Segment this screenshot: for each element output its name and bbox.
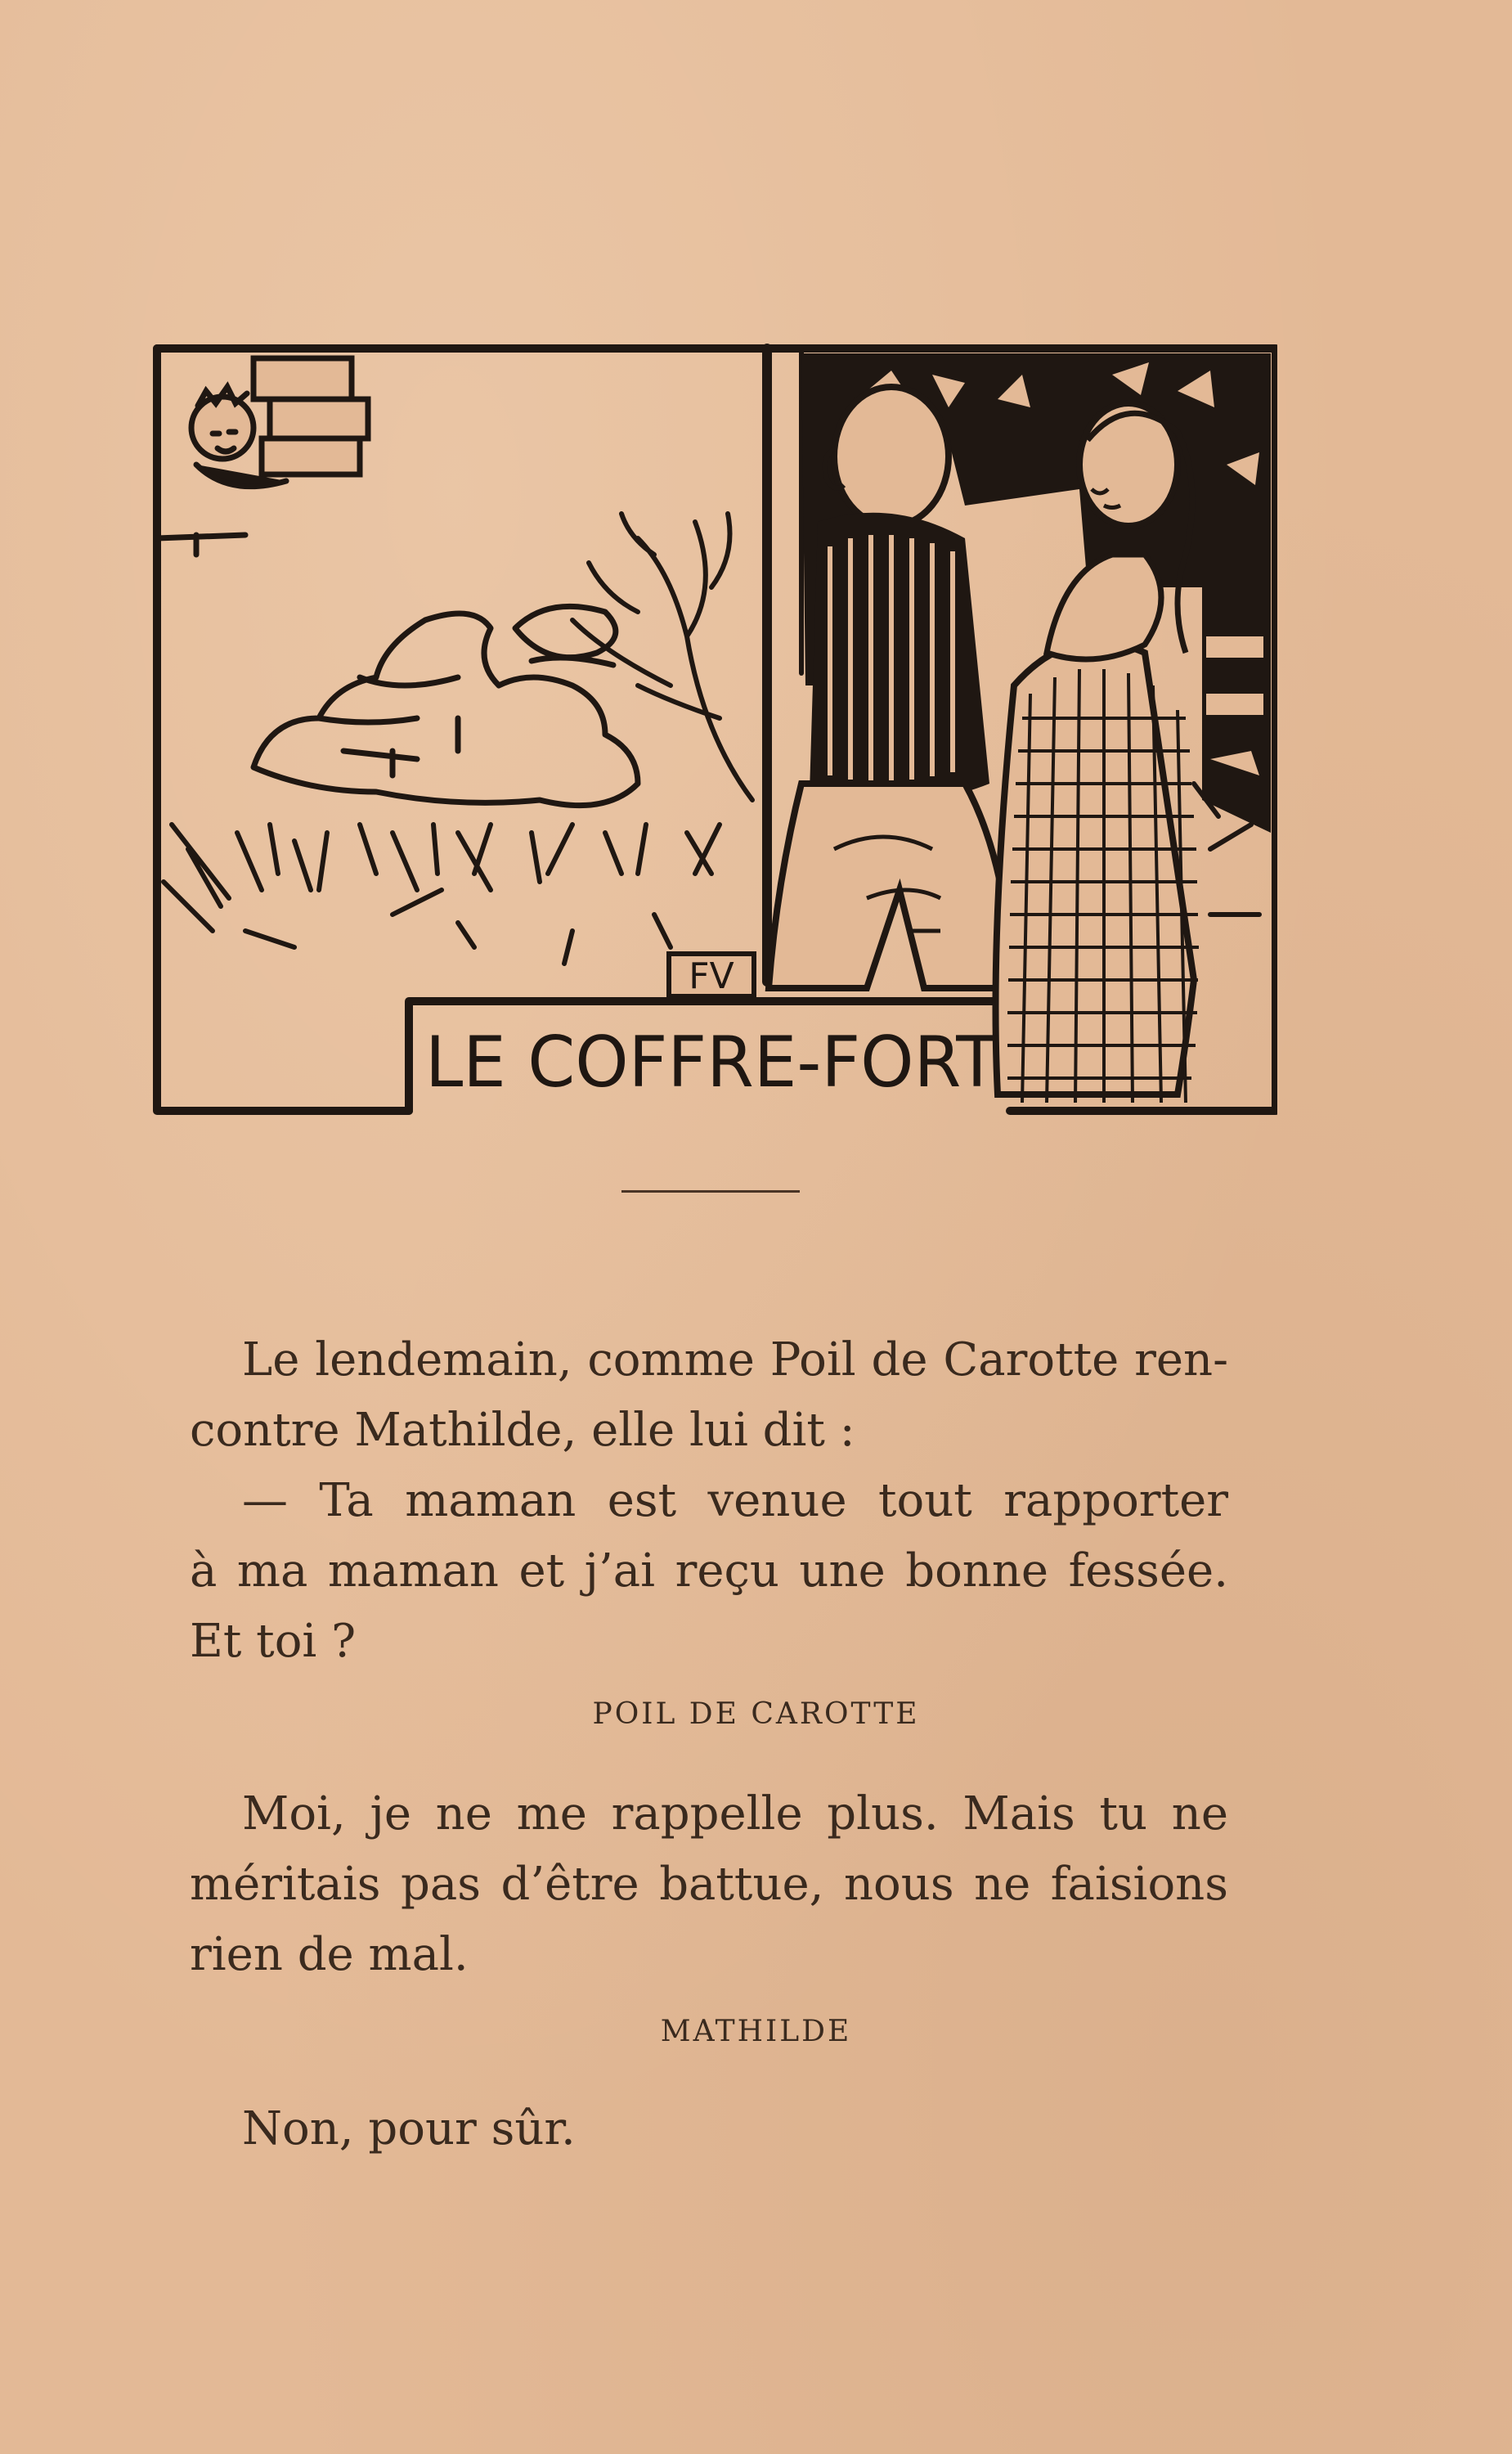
text-line: à ma maman et j’ai reçu une bonne fessée.	[190, 1544, 1228, 1598]
text-line: contre Mathilde, elle lui dit :	[190, 1404, 855, 1457]
paragraph-1	[190, 1325, 1228, 1677]
speaker-name: MATHILDE	[660, 2015, 852, 2048]
text-line: Et toi ?	[190, 1615, 357, 1668]
speaker-name: POIL DE CAROTTE	[592, 1697, 920, 1731]
monogram: FV	[689, 955, 734, 997]
paragraph-3	[190, 2094, 1228, 2164]
woodcut-illustration	[147, 342, 1277, 1117]
paragraph-2	[190, 1779, 1228, 1990]
text-line: Non, pour sûr.	[242, 2102, 576, 2155]
separator-rule	[621, 1190, 800, 1193]
illustration-caption: LE COFFRE-FORT	[425, 1022, 998, 1103]
text-line: méritais pas d’être battue, nous ne faisions	[190, 1858, 1228, 1911]
text-line: — Ta maman est venue tout rapporter	[242, 1474, 1228, 1527]
text-line: Moi, je ne me rappelle plus. Mais tu ne	[242, 1787, 1228, 1840]
text-line: rien de mal.	[190, 1928, 469, 1981]
text-line: Le lendemain, comme Poil de Carotte ren-	[242, 1333, 1228, 1387]
